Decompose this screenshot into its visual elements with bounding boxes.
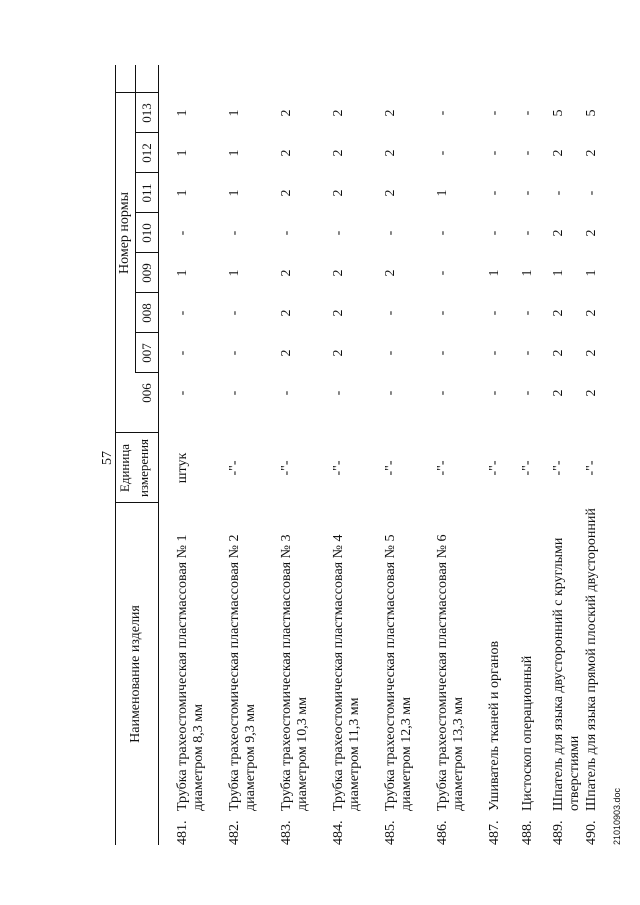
norm-value-009: 2 bbox=[331, 269, 346, 277]
norm-value-008: 2 bbox=[584, 309, 599, 317]
norm-value-007: - bbox=[520, 350, 535, 356]
row-unit: -"- bbox=[584, 460, 599, 476]
norm-value-007: 2 bbox=[584, 349, 599, 357]
row-unit: -"- bbox=[435, 460, 450, 476]
header-name: Наименование изделия bbox=[128, 605, 143, 743]
row-item-name: Трубка трахеостомическая пластмассовая № 6 диаметром 13,3 мм bbox=[435, 534, 466, 811]
norm-value-011: - bbox=[584, 190, 599, 196]
norm-value-011: 1 bbox=[175, 189, 190, 197]
norm-value-013: 2 bbox=[279, 109, 294, 117]
row-item-name: Цистоскоп операционный bbox=[520, 655, 535, 811]
row-item-name: Трубка трахеостомическая пластмассовая № 5 диаметром 12,3 мм bbox=[383, 534, 414, 811]
norm-value-010: 2 bbox=[584, 229, 599, 237]
norm-value-012: 2 bbox=[279, 149, 294, 157]
row-item-name: Трубка трахеостомическая пластмассовая № 2 диаметром 9,3 мм bbox=[227, 534, 258, 811]
header-norm-013: 013 bbox=[139, 103, 154, 123]
row-number: 489. bbox=[551, 820, 566, 845]
norm-value-006: - bbox=[487, 390, 502, 396]
header-norm-group: Номер нормы bbox=[117, 192, 132, 274]
norm-value-011: 1 bbox=[227, 189, 242, 197]
norm-value-009: 1 bbox=[551, 269, 566, 277]
row-number: 484. bbox=[331, 820, 346, 845]
norm-value-008: 2 bbox=[331, 309, 346, 317]
norm-group-divider bbox=[135, 65, 136, 373]
norm-value-011: 2 bbox=[383, 189, 398, 197]
norm-value-012: 1 bbox=[175, 149, 190, 157]
header-norm-010: 010 bbox=[139, 223, 154, 243]
norm-value-007: - bbox=[383, 350, 398, 356]
norm-value-012: - bbox=[435, 150, 450, 156]
norm-value-007: - bbox=[175, 350, 190, 356]
header-norm-009: 009 bbox=[139, 263, 154, 283]
header-bottom-border bbox=[158, 65, 159, 845]
row-unit: -"- bbox=[520, 460, 535, 476]
norm-value-006: - bbox=[331, 390, 346, 396]
row-item-name: Шпатель для языка двусторонний с круглыми отверстиями bbox=[551, 537, 582, 811]
row-number: 490. bbox=[584, 820, 599, 845]
row-number: 487. bbox=[487, 820, 502, 845]
row-unit: -"- bbox=[331, 460, 346, 476]
norm-value-006: 2 bbox=[551, 389, 566, 397]
norm-value-013: - bbox=[487, 110, 502, 116]
norm-value-013: 5 bbox=[551, 109, 566, 117]
norm-value-009: 1 bbox=[227, 269, 242, 277]
norm-value-011: - bbox=[487, 190, 502, 196]
row-item-name: Шпатель для языка прямой плоский двусторонний bbox=[584, 508, 599, 811]
norm-value-008: - bbox=[487, 310, 502, 316]
norm-value-012: - bbox=[520, 150, 535, 156]
norm-value-009: 2 bbox=[279, 269, 294, 277]
header-norm-011: 011 bbox=[139, 183, 154, 203]
norm-value-006: - bbox=[520, 390, 535, 396]
norm-value-006: - bbox=[383, 390, 398, 396]
norm-value-012: - bbox=[487, 150, 502, 156]
row-item-name: Ушиватель тканей и органов bbox=[487, 640, 502, 811]
row-number: 485. bbox=[383, 820, 398, 845]
norm-value-010: - bbox=[383, 230, 398, 236]
row-unit: -"- bbox=[551, 460, 566, 476]
norm-value-013: 2 bbox=[331, 109, 346, 117]
norm-value-010: - bbox=[435, 230, 450, 236]
norm-value-009: 1 bbox=[584, 269, 599, 277]
row-unit: -"- bbox=[487, 460, 502, 476]
norm-value-013: - bbox=[435, 110, 450, 116]
norm-value-011: - bbox=[551, 190, 566, 196]
norm-value-008: 2 bbox=[551, 309, 566, 317]
norm-value-008: - bbox=[435, 310, 450, 316]
norm-value-009: 1 bbox=[487, 269, 502, 277]
norm-value-008: 2 bbox=[279, 309, 294, 317]
norm-value-007: - bbox=[435, 350, 450, 356]
row-unit: -"- bbox=[383, 460, 398, 476]
row-unit: -"- bbox=[227, 460, 242, 476]
file-reference: 21010903.doc bbox=[612, 787, 622, 845]
norm-value-007: 2 bbox=[279, 349, 294, 357]
norm-value-009: 2 bbox=[383, 269, 398, 277]
norm-value-007: - bbox=[487, 350, 502, 356]
norm-value-008: - bbox=[520, 310, 535, 316]
row-unit: -"- bbox=[279, 460, 294, 476]
norm-value-013: - bbox=[520, 110, 535, 116]
norm-value-013: 2 bbox=[383, 109, 398, 117]
page-number: 57 bbox=[100, 451, 115, 465]
norm-value-010: - bbox=[279, 230, 294, 236]
norm-value-010: 2 bbox=[551, 229, 566, 237]
norm-value-011: 1 bbox=[435, 189, 450, 197]
norm-value-012: 1 bbox=[227, 149, 242, 157]
norm-value-011: 2 bbox=[331, 189, 346, 197]
norm-value-012: 2 bbox=[331, 149, 346, 157]
norm-value-012: 2 bbox=[383, 149, 398, 157]
norm-value-006: - bbox=[175, 390, 190, 396]
norm-value-012: 2 bbox=[551, 149, 566, 157]
header-unit-line1: Единица bbox=[117, 443, 132, 493]
norm-value-009: - bbox=[435, 270, 450, 276]
norm-value-010: - bbox=[487, 230, 502, 236]
norm-value-007: - bbox=[227, 350, 242, 356]
norm-value-009: 1 bbox=[520, 269, 535, 277]
norm-value-012: 2 bbox=[584, 149, 599, 157]
norm-value-008: - bbox=[175, 310, 190, 316]
row-number: 486. bbox=[435, 820, 450, 845]
table-top-border bbox=[115, 65, 116, 845]
norm-value-007: 2 bbox=[551, 349, 566, 357]
norm-value-008: - bbox=[383, 310, 398, 316]
header-norm-008: 008 bbox=[139, 303, 154, 323]
norm-value-007: 2 bbox=[331, 349, 346, 357]
row-item-name: Трубка трахеостомическая пластмассовая № 4 диаметром 11,3 мм bbox=[331, 534, 362, 811]
norm-value-013: 5 bbox=[584, 109, 599, 117]
norm-value-006: - bbox=[227, 390, 242, 396]
norm-value-009: 1 bbox=[175, 269, 190, 277]
norm-value-010: - bbox=[227, 230, 242, 236]
row-item-name: Трубка трахеостомическая пластмассовая № 1 диаметром 8,3 мм bbox=[175, 534, 206, 811]
norm-value-011: - bbox=[520, 190, 535, 196]
norm-value-013: 1 bbox=[175, 109, 190, 117]
norm-value-008: - bbox=[227, 310, 242, 316]
norm-value-011: 2 bbox=[279, 189, 294, 197]
norm-value-006: - bbox=[435, 390, 450, 396]
norm-value-010: - bbox=[175, 230, 190, 236]
norm-value-006: - bbox=[279, 390, 294, 396]
norm-value-010: - bbox=[520, 230, 535, 236]
header-unit-line2: измерения bbox=[136, 438, 151, 498]
norm-value-010: - bbox=[331, 230, 346, 236]
row-number: 483. bbox=[279, 820, 294, 845]
header-norm-012: 012 bbox=[139, 143, 154, 163]
row-number: 482. bbox=[227, 820, 242, 845]
norm-value-006: 2 bbox=[584, 389, 599, 397]
row-number: 481. bbox=[175, 820, 190, 845]
header-norm-007: 007 bbox=[139, 343, 154, 363]
row-item-name: Трубка трахеостомическая пластмассовая № 3 диаметром 10,3 мм bbox=[279, 534, 310, 811]
norm-value-013: 1 bbox=[227, 109, 242, 117]
header-norm-006: 006 bbox=[139, 383, 154, 403]
row-unit: штук bbox=[175, 452, 190, 484]
row-number: 488. bbox=[520, 820, 535, 845]
